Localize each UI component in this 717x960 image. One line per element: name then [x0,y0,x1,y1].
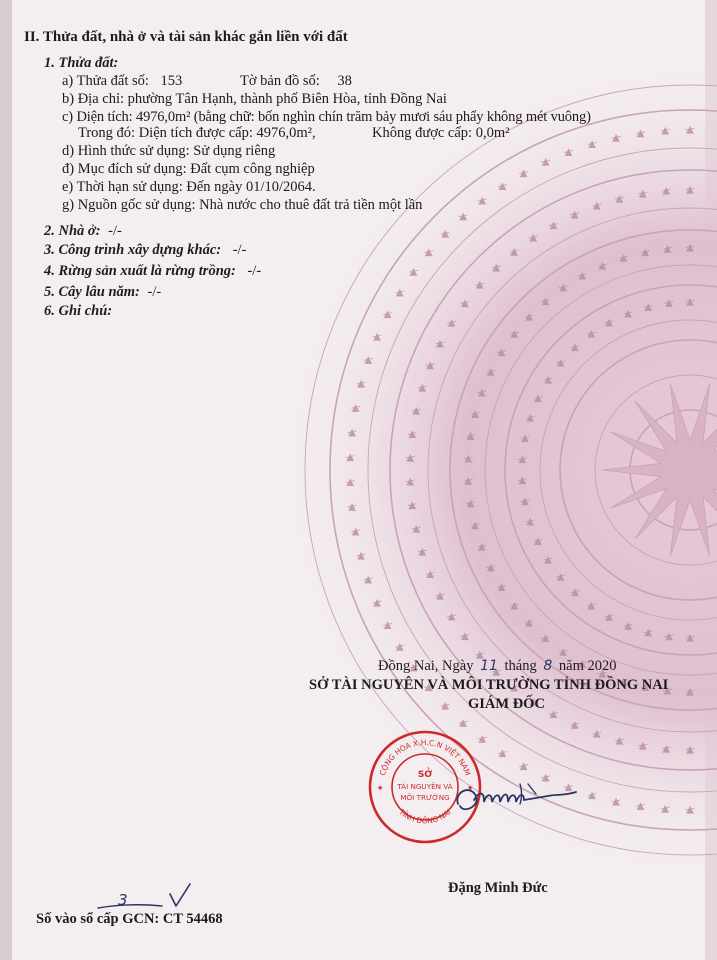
forest-value: -/- [247,263,262,279]
month-word: tháng [504,658,537,674]
handwritten-signature [452,770,592,830]
house-line [44,223,122,240]
svg-text:TỈNH ĐỒNG NAI: TỈNH ĐỒNG NAI [397,807,453,826]
svg-text:★: ★ [467,784,474,792]
svg-text:MÔI TRƯỜNG: MÔI TRƯỜNG [400,793,450,802]
signer-name: Đặng Minh Đức [448,880,548,896]
usage-purpose: đ) Mục đích sử dụng: Đất cụm công nghiệp [62,161,315,177]
handwritten-mark: 3 [118,891,128,909]
construction-value: -/- [232,242,247,258]
handwritten-month: 8 [543,658,553,674]
svg-text:TÀI NGUYÊN VÀ: TÀI NGUYÊN VÀ [397,782,453,791]
registry-number: Số vào sổ cấp GCN: CT 54468 [36,911,223,927]
signer-position: GIÁM ĐỐC [468,696,545,712]
svg-text:CỘNG HÒA X.H.C.N VIỆT NAM: CỘNG HÒA X.H.C.N VIỆT NAM [377,737,473,777]
map-sheet-label: Tờ bản đồ số: [240,73,320,89]
area-not-granted: Không được cấp: 0,0m² [372,125,510,141]
area-granted: Trong đó: Diện tích được cấp: 4976,0m², [78,125,316,141]
parcel-number-value: 153 [160,73,183,89]
forest-label: 4. Rừng sản xuất là rừng trồng: [44,263,236,279]
parcel-address: b) Địa chỉ: phường Tân Hạnh, thành phố Biên Hòa, tỉnh Đồng Nai [62,91,447,107]
forest-line [44,263,261,280]
place-date [378,658,617,675]
house-value: -/- [108,223,122,239]
usage-form: d) Hình thức sử dụng: Sử dụng riêng [62,143,276,159]
parcel-number-line [62,73,182,90]
issuing-authority: SỞ TÀI NGUYÊN VÀ MÔI TRƯỜNG TỈNH ĐỒNG NAI [309,677,669,693]
section-title: II. Thửa đất, nhà ở và tài sản khác gắn liền với đất [24,29,348,45]
parcel-heading: 1. Thửa đất: [44,55,119,71]
svg-text:★: ★ [377,784,384,792]
svg-text:SỞ: SỞ [417,770,433,780]
construction-label: 3. Công trình xây dựng khác: [44,242,222,258]
notes-label: 6. Ghi chú: [44,303,113,319]
perennial-trees-value: -/- [147,284,162,300]
parcel-area: c) Diện tích: 4976,0m² (bằng chữ: bốn nghìn chín trăm bảy mươi sáu phẩy không mét vuông) [62,109,591,125]
construction-line [44,242,246,259]
handwritten-day: 11 [480,658,498,674]
place-date-prefix: Đồng Nai, Ngày [378,658,474,674]
year-text: năm 2020 [558,658,617,674]
usage-origin: g) Nguồn gốc sử dụng: Nhà nước cho thuê đất trả tiền một lần [62,197,423,213]
parcel-number-label: a) Thửa đất số: [62,73,149,89]
handwritten-underline-and-check [92,880,212,912]
house-label: 2. Nhà ở: [44,223,101,239]
map-sheet-value: 38 [337,73,352,89]
perennial-trees-line [44,284,161,301]
map-sheet-line [240,73,352,90]
usage-term: e) Thời hạn sử dụng: Đến ngày 01/10/2064. [62,179,316,195]
perennial-trees-label: 5. Cây lâu năm: [44,284,140,300]
